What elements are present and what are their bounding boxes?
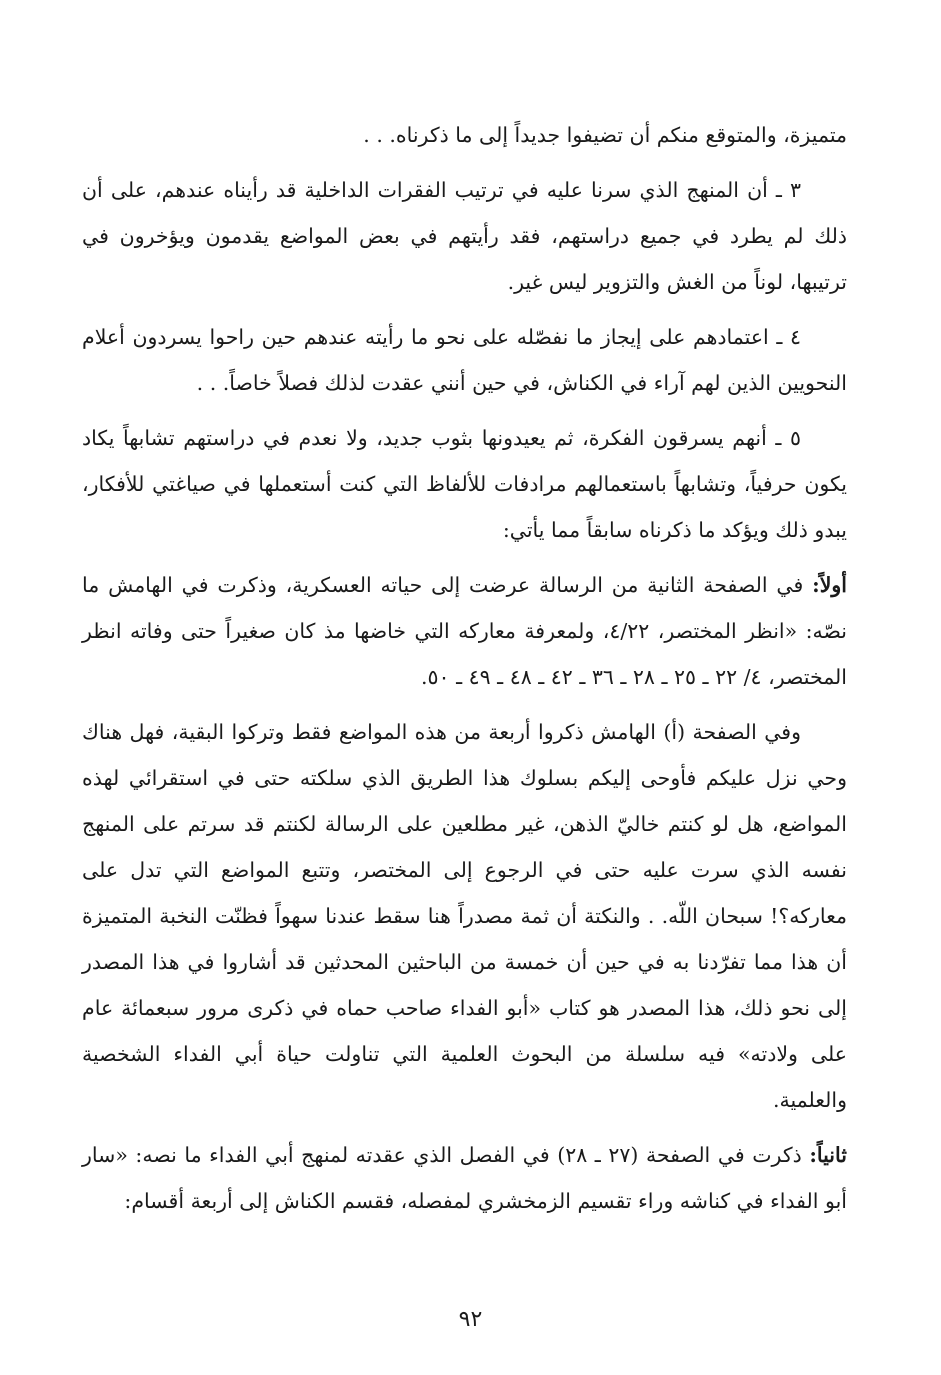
- paragraph-text: في الصفحة الثانية من الرسالة عرضت إلى حياته العسكرية، وذكرت في الهامش ما نصّه: «انظر المختصر، ٤/٢٢، ولمعرفة معاركه التي خاضها مذ كان صغيراً حتى وفاته انظر المختصر، ٤/ ٢٢ ـ ٢٥ ـ ٢٨ ـ ٣٦ ـ ٤٢ ـ ٤٨ ـ ٤٩ ـ ٥٠.: [82, 573, 847, 689]
- paragraph: [82, 314, 847, 406]
- body-text: [82, 112, 847, 1224]
- paragraph: [82, 562, 847, 700]
- paragraph: [82, 1132, 847, 1224]
- paragraph-text: وفي الصفحة (أ) الهامش ذكروا أربعة من هذه المواضع فقط وتركوا البقية، فهل هناك وحي نزل عليكم فأوحى إليكم بسلوك هذا الطريق الذي سلكته حتى في استقرائي لهذه المواضع، هل لو كنتم خاليّ الذهن، غير مطلعين على الرسالة لكنتم قد سرتم على المنهج نفسه الذي سرت عليه حتى في الرجوع إلى المختصر، وتتبع المواضع التي تدل على معاركه؟! سبحان اللّه. . والنكتة أن ثمة مصدراً هنا سقط عندنا سهواً فظنّت النخبة المتميزة أن هذا مما تفرّدنا به في حين أن خمسة من الباحثين المحدثين قد أشاروا في هذا المصدر إلى نحو ذلك، هذا المصدر هو كتاب «أبو الفداء صاحب حماه في ذكرى مرور سبعمائة عام على ولادته» فيه سلسلة من البحوث العلمية التي تناولت حياة أبي الفداء الشخصية والعلمية.: [82, 720, 847, 1112]
- paragraph-lead: أولاً:: [812, 573, 847, 597]
- paragraph-text: ٣ ـ أن المنهج الذي سرنا عليه في ترتيب الفقرات الداخلية قد رأيناه عندهم، على أن ذلك لم يطرد في جميع دراستهم، فقد رأيتهم في بعض المواضع يقدمون ويؤخرون في ترتيبها، لوناً من الغش والتزوير ليس غير.: [82, 178, 847, 294]
- paragraph: [82, 167, 847, 305]
- paragraph-text: متميزة، والمتوقع منكم أن تضيفوا جديداً إلى ما ذكرناه. . .: [363, 123, 847, 147]
- paragraph-text: ٤ ـ اعتمادهم على إيجاز ما نفصّله على نحو ما رأيته عندهم حين راحوا يسردون أعلام النحويين الذين لهم آراء في الكناش، في حين أنني عقدت لذلك فصلاً خاصاً. . .: [82, 325, 847, 395]
- paragraph-lead: ثانياً:: [809, 1143, 847, 1167]
- paragraph: [82, 112, 847, 158]
- page-number: ٩٢: [458, 1307, 483, 1332]
- paragraph: [82, 415, 847, 553]
- paragraph-text: ٥ ـ أنهم يسرقون الفكرة، ثم يعيدونها بثوب جديد، ولا نعدم في دراستهم تشابهاً يكاد يكون حرفياً، وتشابهاً باستعمالهم مرادفات للألفاظ التي كنت أستعملها في صياغتي للأفكار، يبدو ذلك ويؤكد ما ذكرناه سابقاً مما يأتي:: [82, 426, 847, 542]
- paragraph-text: ذكرت في الصفحة (٢٧ ـ ٢٨) في الفصل الذي عقدته لمنهج أبي الفداء ما نصه: «سار أبو الفداء في كناشه وراء تقسيم الزمخشري لمفصله، فقسم الكناش إلى أربعة أقسام:: [82, 1143, 847, 1213]
- paragraph: [82, 709, 847, 1123]
